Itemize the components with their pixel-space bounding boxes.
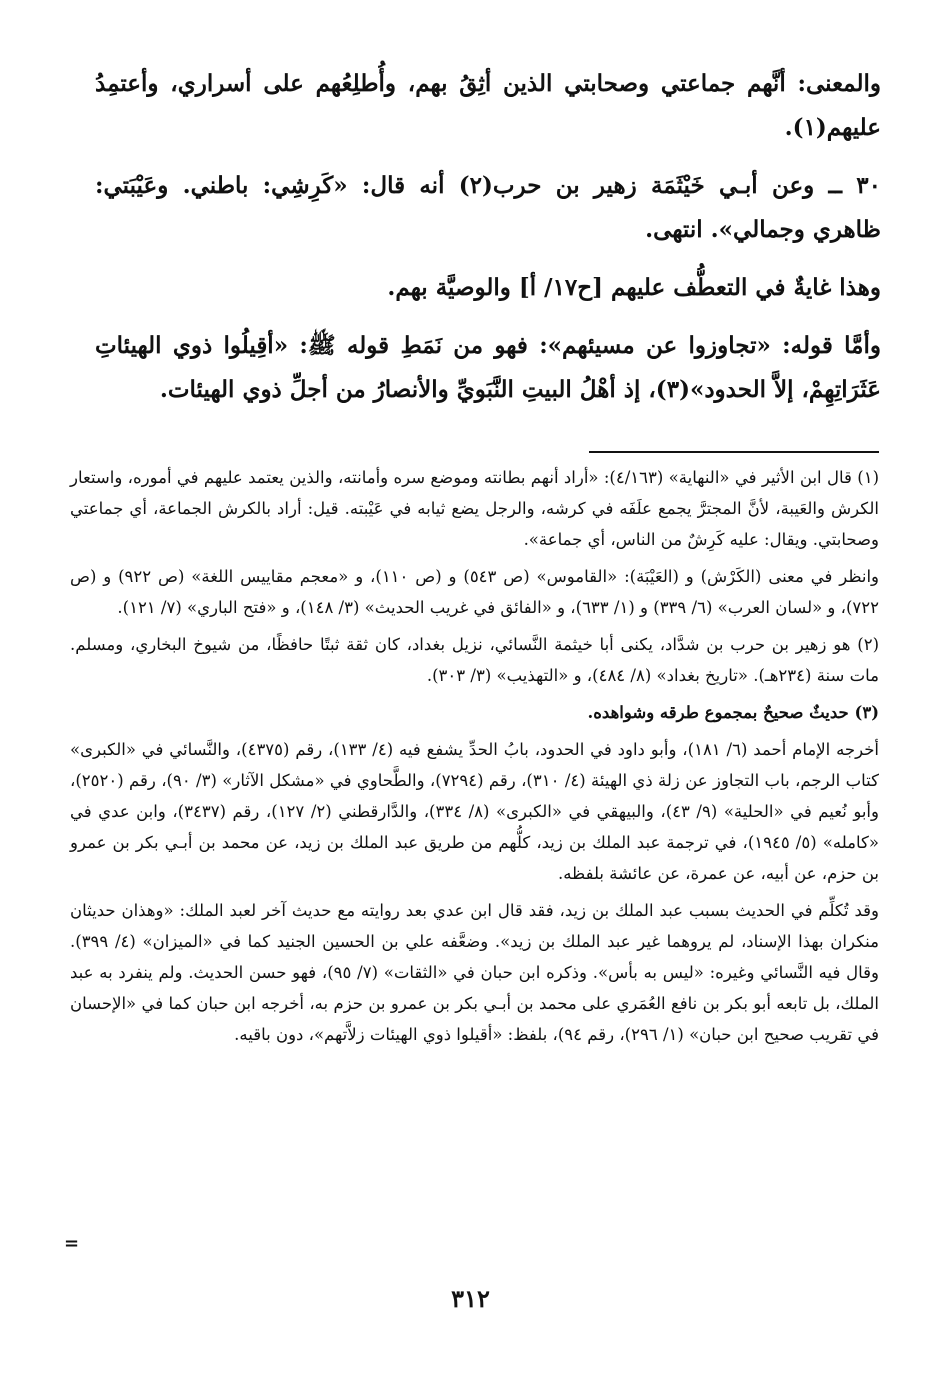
main-paragraph: وهذا غايةٌ في التعطُّف عليهم [ح١٧/ أ] والوصيَّة بهم.	[387, 274, 881, 301]
continuation-mark: =	[64, 1233, 80, 1254]
main-text	[95, 62, 881, 426]
footnotes	[70, 462, 879, 1056]
main-paragraph: والمعنى: أنَّهم جماعتي وصحابتي الذين أثِقُ بهم، وأُطلِعُهم على أسراري، وأعتمِدُ عليهم(١).	[95, 70, 881, 141]
footnote-paragraph: وانظر في معنى (الكَرْش) و (العَيْبَة): «القاموس» (ص ٥٤٣) و (ص ١١٠)، و «معجم مقاييس اللغة» (ص ٩٢٢) و (ص ٧٢٢)، و «لسان العرب» (٦/ ٣٣٩) و (١/ ٦٣٣)، و «الفائق في غريب الحديث» (٣/ ١٤٨)، و «فتح الباري» (٧/ ١٢١).	[70, 567, 880, 617]
footnote-paragraph: (٣) حديثٌ صحيحٌ بمجموع طرقه وشواهده.	[587, 703, 879, 722]
footnote-separator	[589, 451, 879, 453]
footnote-paragraph: (١) قال ابن الأثير في «النهاية» (٤/١٦٣): «أراد أنهم بطانته وموضع سره وأمانته، والذين يعتمد عليهم في أموره، واستعار الكرش والعَيبة، لأنَّ المجترَّ يجمع علَفَه في كرشه، والرجل يضع ثيابه في عَيْبته. قيل: أراد بالكرش الجماعة، أي جماعتي وصحابتي. ويقال: عليه كَرِشٌ من الناس، أي جماعة».	[70, 468, 879, 549]
page-number: ٣١٢	[451, 1284, 490, 1313]
footnote-paragraph: (٢) هو زهير بن حرب بن شدَّاد، يكنى أبا خيثمة النَّسائي، نزيل بغداد، كان ثقة ثبتًا حافظًا، من شيوخ البخاري، ومسلم. مات سنة (٢٣٤هـ). «تاريخ بغداد» (٨/ ٤٨٤)، و «التهذيب» (٣/ ٣٠٣).	[70, 635, 879, 685]
footnote-paragraph: وقد تُكلِّم في الحديث بسبب عبد الملك بن زيد، فقد قال ابن عدي بعد روايته مع حديث آخر لعبد الملك: «وهذان حديثان منكران بهذا الإسناد، لم يروهما غير عبد الملك بن زيد». وضعَّفه علي بن الحسين الجنيد كما في «الميزان» (٤/ ٣٩٩). وقال فيه النَّسائي وغيره: «ليس به بأس». وذكره ابن حبان في «الثقات» (٧/ ٩٥)، فهو حسن الحديث. ولم ينفرد به عبد الملك، بل تابعه أبو بكر بن نافع العُمَري على محمد بن أبـي بكر بن عمرو بن حزم به، أخرجه ابن حبان كما في «الإحسان في تقريب صحيح ابن حبان» (١/ ٢٩٦)، رقم ٩٤)، بلفظ: «أقيلوا ذوي الهيئات زلاَّتهم»، دون باقيه.	[70, 901, 880, 1044]
main-paragraph: وأمَّا قوله: «تجاوزوا عن مسيئهم»: فهو من نَمَطِ قوله ﷺ: «أقِيلُوا ذوي الهيئاتِ عَثَرَاتِهِمْ، إلاَّ الحدود»(٣)، إذ أهْلُ البيتِ النَّبَويِّ والأنصارُ من أجلِّ ذوي الهيئات.	[95, 332, 881, 403]
footnote-paragraph: أخرجه الإمام أحمد (٦/ ١٨١)، وأبو داود في الحدود، بابُ الحدِّ يشفع فيه (٤/ ١٣٣)، رقم (٤٣٧٥)، والنَّسائي في «الكبرى» كتاب الرجم، باب التجاوز عن زلة ذي الهيئة (٤/ ٣١٠)، رقم (٧٢٩٤)، والطَّحاوي في «مشكل الآثار» (٣/ ٩٠)، رقم (٢٥٢٠)، وأبو نُعيم في «الحلية» (٩/ ٤٣)، والبيهقي في «الكبرى» (٨/ ٣٣٤)، والدَّارقطني (٢/ ١٢٧)، رقم (٣٤٣٧)، وابن عدي في «كامله» (٥/ ١٩٤٥)، في ترجمة عبد الملك بن زيد، كلُّهم من طريق عبد الملك بن زيد، عن محمد بن أبـي بكر بن عمرو بن حزم، عن أبيه، عن عمرة، عن عائشة بلفظه.	[70, 740, 880, 883]
main-paragraph: ٣٠ ــ وعن أبـي خَيْثَمَة زهير بن حرب(٢) أنه قال: «كَرِشِي: باطني. وعَيْبَتي: ظاهري وجمالي». انتهى.	[95, 172, 882, 243]
